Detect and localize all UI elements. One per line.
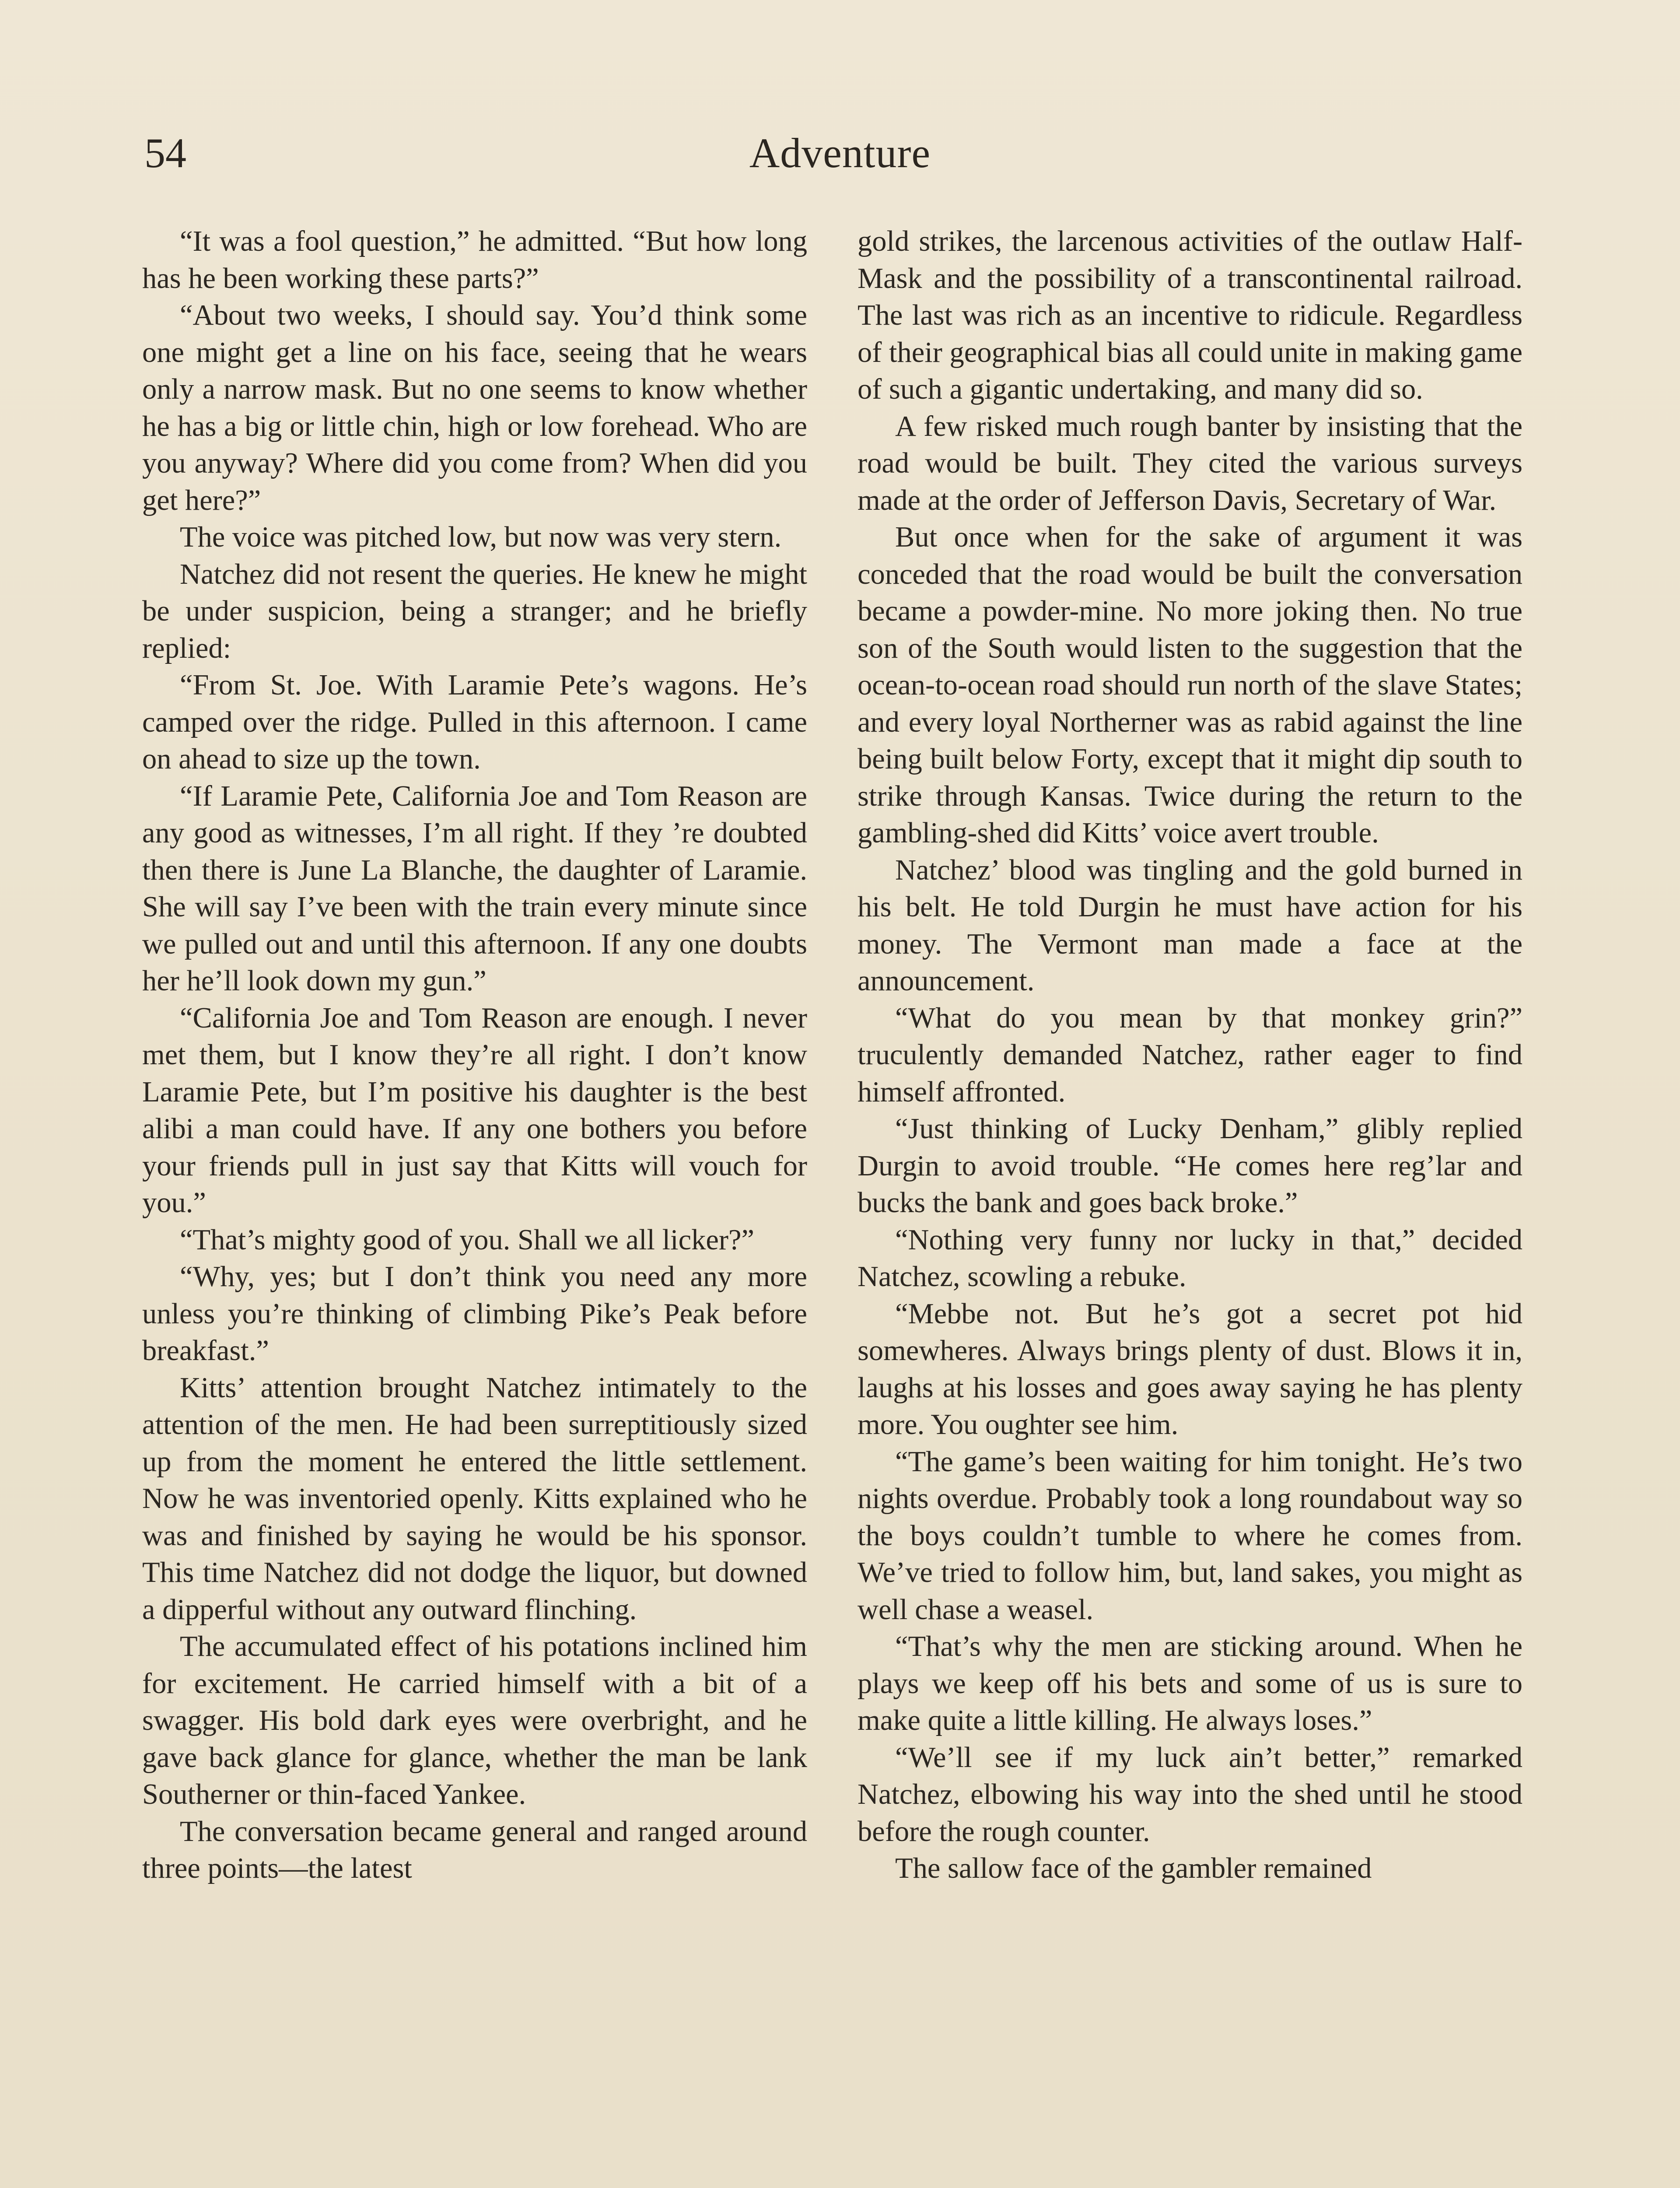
paragraph: Natchez did not resent the queries. He knew he might be under suspicion, being a stranger; and he briefly replied: — [142, 558, 807, 664]
paragraph: “It was a fool question,” he admitted. “But how long has he been working these parts?” — [142, 225, 807, 295]
paragraph: Natchez’ blood was tingling and the gold burned in his belt. He told Durgin he must have action for his money. The Vermont man made a face at the announcement. — [858, 854, 1522, 997]
paragraph: “Nothing very funny nor lucky in that,” decided Natchez, scowling a rebuke. — [858, 1224, 1522, 1293]
paragraph: “California Joe and Tom Reason are enough. I never met them, but I know they’re all right. I don’t know Laramie Pete, but I’m positive his daughter is the best alibi a man could have. If any one bothers you before your friends pull in just say that Kitts will vouch for you.” — [142, 1002, 807, 1219]
paragraph: “We’ll see if my luck ain’t better,” remarked Natchez, elbowing his way into the shed until he stood before the rough counter. — [858, 1741, 1522, 1848]
left-text-column — [142, 223, 807, 1887]
paragraph: “The game’s been waiting for him tonight. He’s two nights overdue. Probably took a long roundabout way so the boys couldn’t tumble to where he comes from. We’ve tried to follow him, but, land sakes, you might as well chase a weasel. — [858, 1445, 1522, 1626]
page-number: 54 — [144, 130, 186, 176]
paragraph: “That’s mighty good of you. Shall we all licker?” — [180, 1224, 755, 1256]
paragraph: “Just thinking of Lucky Denham,” glibly replied Durgin to avoid trouble. “He comes here reg’lar and bucks the bank and goes back broke.” — [858, 1113, 1522, 1219]
paragraph: The conversation became general and ranged around three points—the latest — [142, 1815, 807, 1884]
paragraph: The sallow face of the gambler remained — [895, 1852, 1372, 1884]
running-title: Adventure — [749, 130, 931, 176]
paragraph: But once when for the sake of argument it was conceded that the road would be built the conversation became a powder-mine. No more joking then. No true son of the South would listen to the suggestion that the ocean-to-ocean road should run north of the slave States; and every loyal Northerner was as rabid against the line being built below Forty, except that it might dip south to strike through Kansas. Twice during the return to the gambling-shed did Kitts’ voice avert trouble. — [858, 521, 1522, 849]
paragraph: The voice was pitched low, but now was very stern. — [180, 521, 782, 553]
paragraph: gold strikes, the larcenous activities of the outlaw Half-Mask and the possibility of a transcontinental railroad. The last was rich as an incentive to ridicule. Regardless of their geographical bias all could unite in making game of such a gigantic undertaking, and many did so. — [858, 225, 1522, 405]
paragraph: “Mebbe not. But he’s got a secret pot hid somewheres. Always brings plenty of dust. Blows it in, laughs at his losses and goes away saying he has plenty more. You oughter see him. — [858, 1297, 1522, 1441]
paragraph: Kitts’ attention brought Natchez intimately to the attention of the men. He had been surreptitiously sized up from the moment he entered the little settlement. Now he was inventoried openly. Kitts explained who he was and finished by saying he would be his sponsor. This time Natchez did not dodge the liquor, but downed a dipperful without any outward flinching. — [142, 1371, 807, 1626]
right-text-column — [858, 223, 1522, 1887]
paragraph: “That’s why the men are sticking around. When he plays we keep off his bets and some of us is sure to make quite a little killing. He always loses.” — [858, 1630, 1522, 1736]
paragraph: “What do you mean by that monkey grin?” truculently demanded Natchez, rather eager to find himself affronted. — [858, 1002, 1522, 1108]
paragraph: “Why, yes; but I don’t think you need any more unless you’re thinking of climbing Pike’s Peak before breakfast.” — [142, 1261, 807, 1367]
paragraph: The accumulated effect of his potations inclined him for excitement. He carried himself with a bit of a swagger. His bold dark eyes were overbright, and he gave back glance for glance, whether the man be lank Southerner or thin-faced Yankee. — [142, 1630, 807, 1810]
paragraph: “About two weeks, I should say. You’d think some one might get a line on his face, seeing that he wears only a narrow mask. But no one seems to know whether he has a big or little chin, high or low forehead. Who are you anyway? Where did you come from? When did you get here?” — [142, 299, 807, 516]
paragraph: “If Laramie Pete, California Joe and Tom Reason are any good as witnesses, I’m all right. If they ’re doubted then there is June La Blanche, the daughter of Laramie. She will say I’ve been with the train every minute since we pulled out and until this afternoon. If any one doubts her he’ll look down my gun.” — [142, 780, 807, 997]
paragraph: A few risked much rough banter by insisting that the road would be built. They cited the various surveys made at the order of Jefferson Davis, Secretary of War. — [858, 410, 1522, 516]
page-header — [0, 127, 1680, 193]
paragraph: “From St. Joe. With Laramie Pete’s wagons. He’s camped over the ridge. Pulled in this afternoon. I came on ahead to size up the town. — [142, 669, 807, 775]
